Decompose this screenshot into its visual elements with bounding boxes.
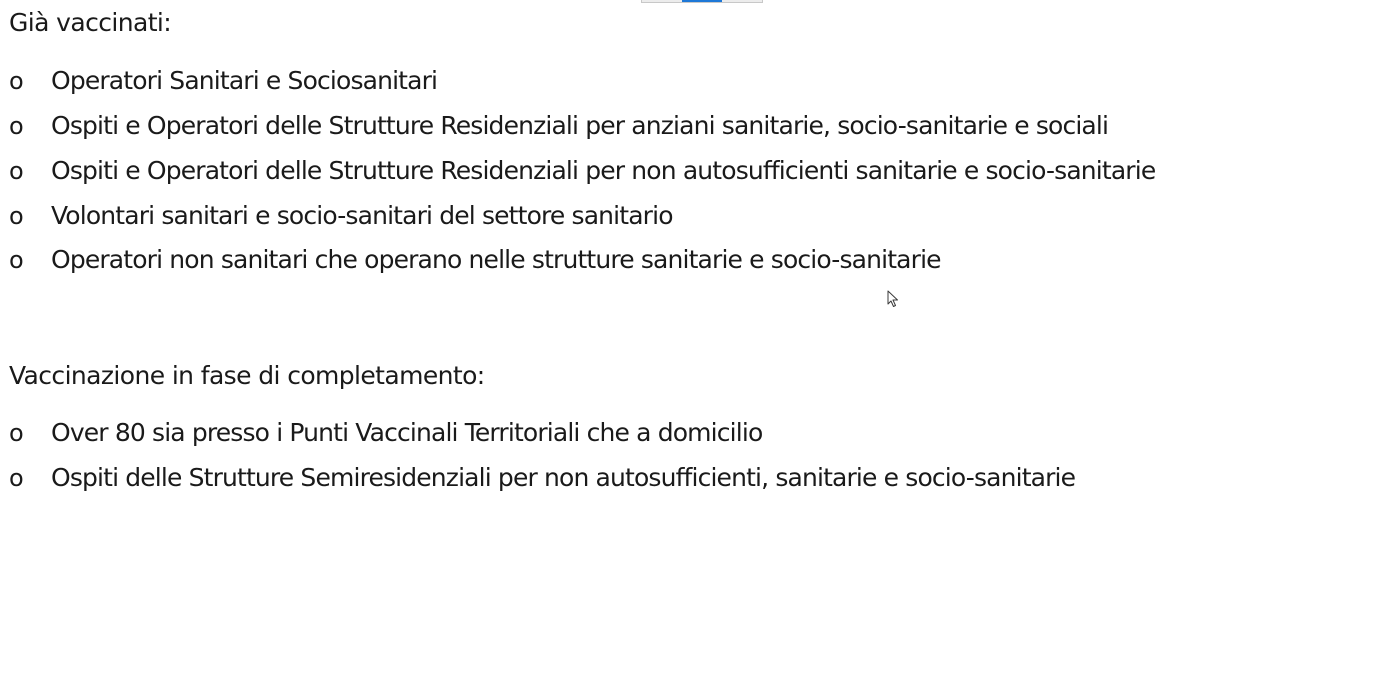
- toolbar-segment-active[interactable]: [682, 0, 722, 2]
- hollow-bullet-icon: o: [9, 419, 24, 448]
- list-item: [9, 456, 1075, 501]
- list-item-text: Ospiti delle Strutture Semiresidenziali per non autosufficienti, sanitarie e socio-sanitarie: [51, 463, 1076, 493]
- hollow-bullet-icon: o: [9, 67, 24, 96]
- toolbar-segment-left[interactable]: [642, 0, 682, 2]
- list-item-text: Operatori Sanitari e Sociosanitari: [51, 66, 438, 96]
- list-item-text: Over 80 sia presso i Punti Vaccinali Territoriali che a domicilio: [51, 418, 763, 448]
- list-item-text: Ospiti e Operatori delle Strutture Residenziali per anziani sanitarie, socio-sanitarie e sociali: [51, 111, 1109, 141]
- list-item: [9, 193, 1155, 238]
- section-heading-already-vaccinated: Già vaccinati:: [9, 8, 172, 37]
- hollow-bullet-icon: o: [9, 246, 24, 275]
- hollow-bullet-icon: o: [9, 464, 24, 493]
- already-vaccinated-list: [9, 59, 1155, 283]
- list-item: [9, 104, 1155, 149]
- list-item-text: Ospiti e Operatori delle Strutture Residenziali per non autosufficienti sanitarie e socio-sanitarie: [51, 155, 1156, 185]
- list-item: [9, 59, 1155, 104]
- list-item-text: Volontari sanitari e socio-sanitari del settore sanitario: [51, 200, 673, 230]
- list-item: [9, 411, 1075, 456]
- list-item: [9, 149, 1155, 194]
- slide-toolbar[interactable]: [641, 0, 763, 3]
- list-item-text: Operatori non sanitari che operano nelle strutture sanitarie e socio-sanitarie: [51, 245, 941, 275]
- hollow-bullet-icon: o: [9, 156, 24, 185]
- list-item: [9, 238, 1155, 283]
- mouse-pointer-icon: [887, 290, 899, 308]
- hollow-bullet-icon: o: [9, 201, 24, 230]
- section-heading-in-completion: Vaccinazione in fase di completamento:: [9, 361, 485, 390]
- in-completion-list: [9, 411, 1075, 501]
- toolbar-segment-right[interactable]: [722, 0, 762, 2]
- hollow-bullet-icon: o: [9, 112, 24, 141]
